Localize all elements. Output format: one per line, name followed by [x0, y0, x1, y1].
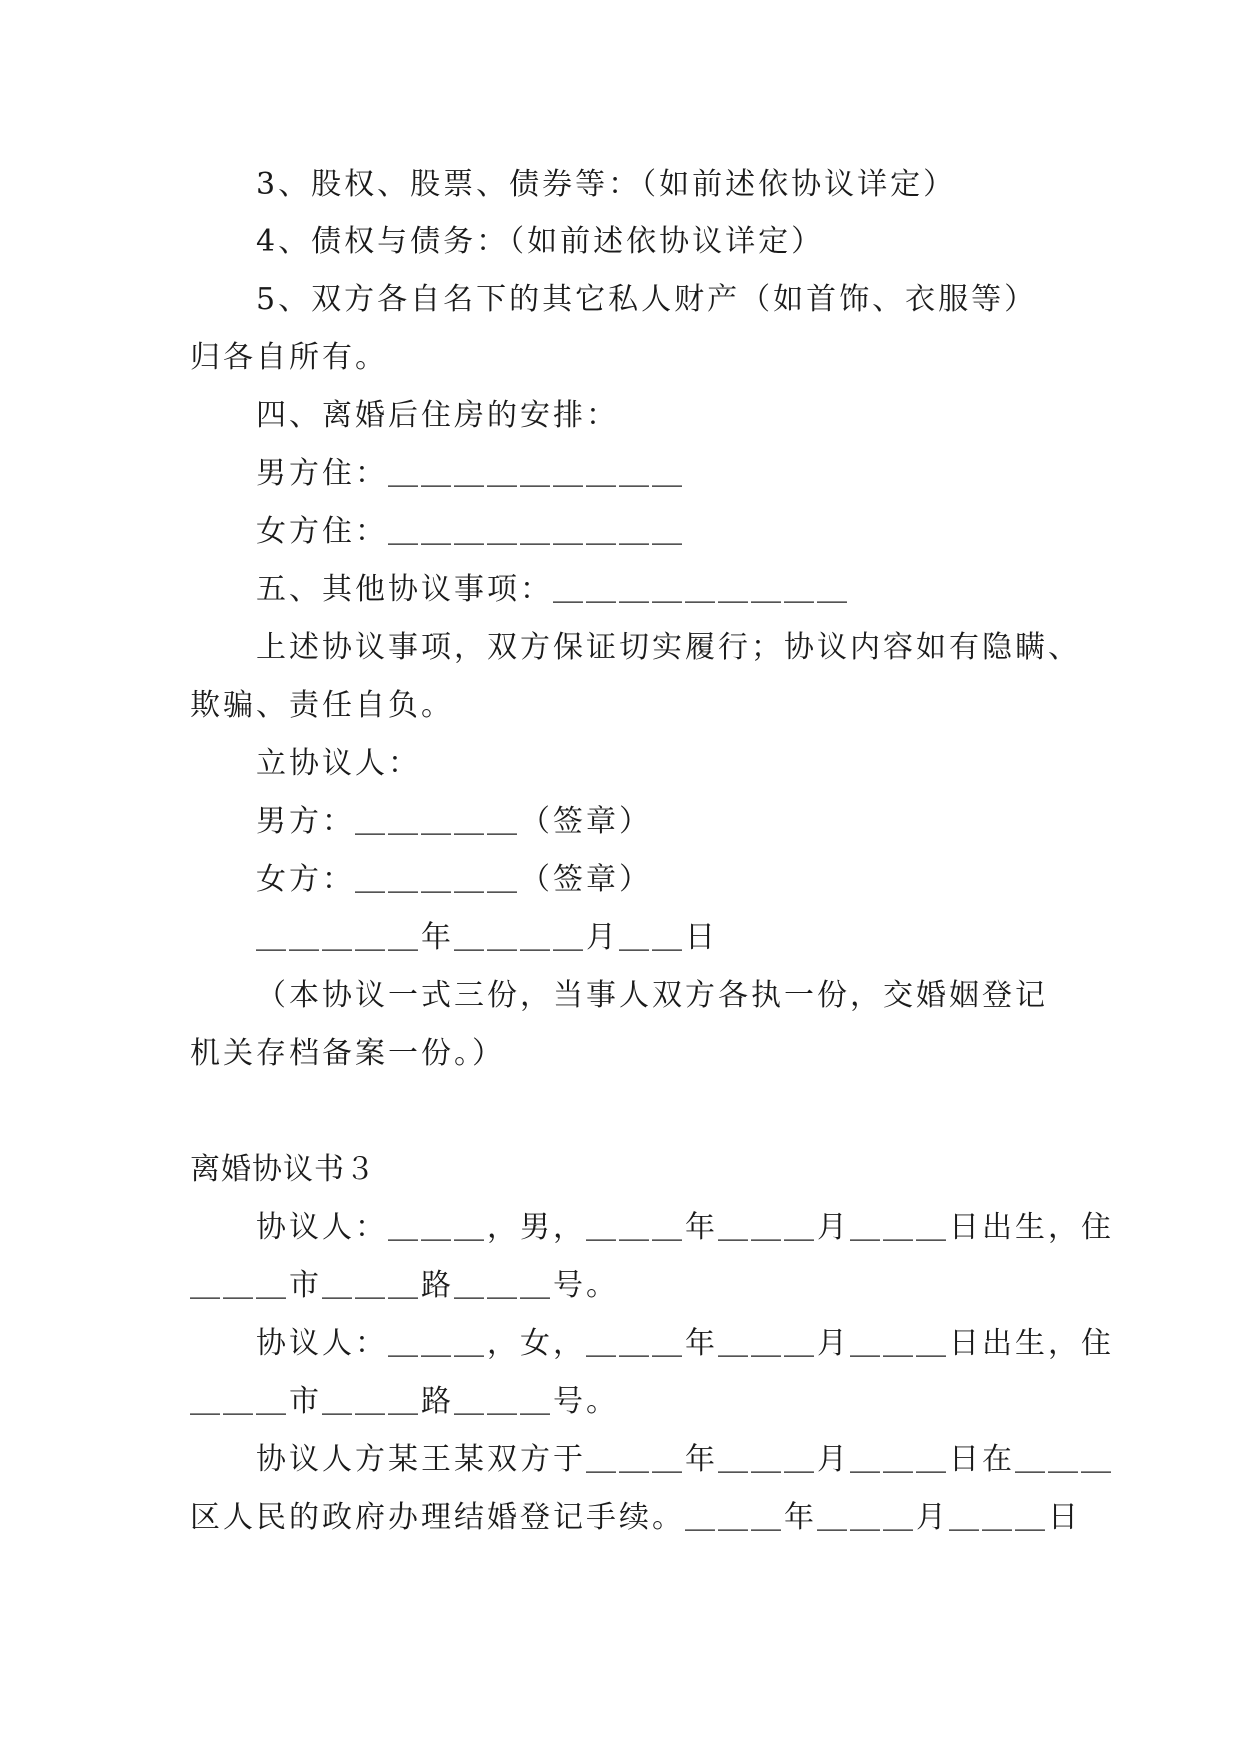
section-4-housing: 四、离婚后住房的安排： [256, 398, 619, 433]
male-signature-line: 男方：＿＿＿＿＿（签章） [256, 804, 652, 839]
party-female-address: ＿＿＿市＿＿＿路＿＿＿号。 [190, 1384, 619, 1419]
guarantee-continuation: 欺骗、责任自负。 [190, 688, 454, 723]
section-title: 离婚协议书３ [190, 1152, 376, 1187]
party-male-address: ＿＿＿市＿＿＿路＿＿＿号。 [190, 1268, 619, 1303]
copies-note: （本协议一式三份，当事人双方各执一份，交婚姻登记 [256, 978, 1048, 1013]
party-male-line: 协议人：＿＿＿，男，＿＿＿年＿＿＿月＿＿＿日出生，住 [256, 1210, 1114, 1245]
female-residence-line: 女方住：＿＿＿＿＿＿＿＿＿ [256, 514, 685, 549]
signatories-label: 立协议人： [256, 746, 421, 781]
item-4-debts: 4、债权与债务：（如前述依协议详定） [256, 224, 825, 259]
item-3-equity: 3、股权、股票、债券等：（如前述依协议详定） [256, 167, 957, 202]
female-signature-line: 女方：＿＿＿＿＿（签章） [256, 862, 652, 897]
guarantee-paragraph: 上述协议事项，双方保证切实履行；协议内容如有隐瞒、 [256, 630, 1081, 665]
item-5-private-property: 5、双方各自名下的其它私人财产（如首饰、衣服等） [256, 282, 1038, 317]
party-female-line: 协议人：＿＿＿，女，＿＿＿年＿＿＿月＿＿＿日出生，住 [256, 1326, 1114, 1361]
section-5-other-matters: 五、其他协议事项：＿＿＿＿＿＿＿＿＿ [256, 572, 850, 607]
marriage-registration-line: 协议人方某王某双方于＿＿＿年＿＿＿月＿＿＿日在＿＿＿ [256, 1442, 1114, 1477]
date-line: ＿＿＿＿＿年＿＿＿＿月＿＿日 [256, 920, 718, 955]
copies-note-continuation: 机关存档备案一份。） [190, 1036, 505, 1071]
marriage-registration-continuation: 区人民的政府办理结婚登记手续。＿＿＿年＿＿＿月＿＿＿日 [190, 1500, 1081, 1535]
item-5-continuation: 归各自所有。 [190, 340, 388, 375]
male-residence-line: 男方住：＿＿＿＿＿＿＿＿＿ [256, 456, 685, 491]
